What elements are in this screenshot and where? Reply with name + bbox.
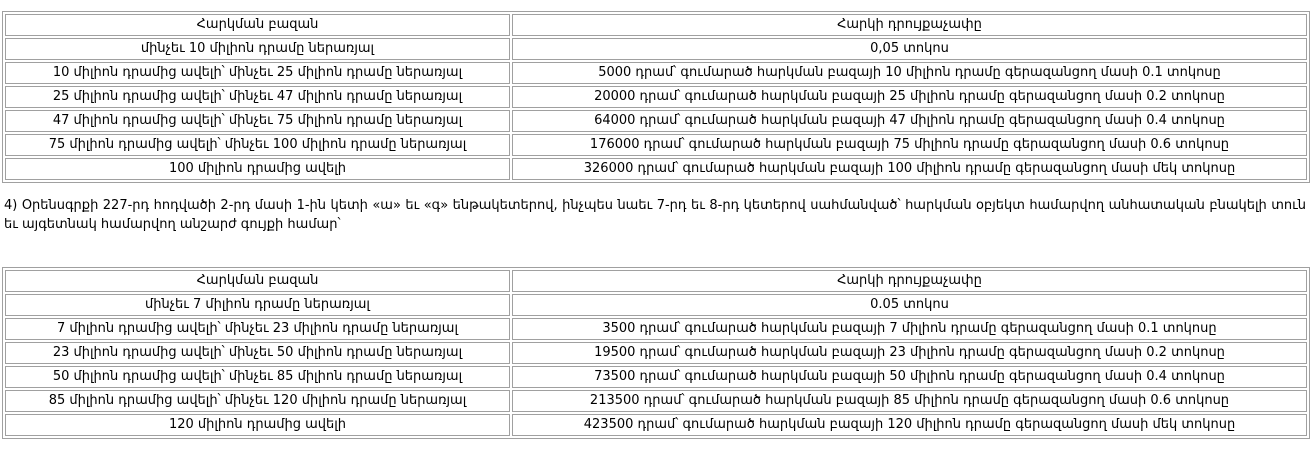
tax-base-cell: 47 միլիոն դրամից ավելի՝ մինչեւ 75 միլիոն դրամը ներառյալ (5, 110, 510, 132)
table-row (5, 414, 1307, 436)
tax-base-cell: մինչեւ 7 միլիոն դրամը ներառյալ (5, 294, 510, 316)
tax-base-cell: 120 միլիոն դրամից ավելի (5, 414, 510, 436)
tax-rate-cell: 73500 դրամ՝ գումարած հարկման բազայի 50 միլիոն դրամը գերազանցող մասի 0.4 տոկոսը (512, 366, 1307, 388)
header-tax-base: Հարկման բազան (5, 14, 510, 36)
tax-rate-table-1 (2, 11, 1310, 183)
tax-rate-cell: 423500 դրամ՝ գումարած հարկման բազայի 120 միլիոն դրամը գերազանցող մասի մեկ տոկոսը (512, 414, 1307, 436)
table-row (5, 158, 1307, 180)
tax-base-cell: 10 միլիոն դրամից ավելի՝ մինչեւ 25 միլիոն դրամը ներառյալ (5, 62, 510, 84)
table-row (5, 134, 1307, 156)
table-header-row (5, 270, 1307, 292)
table-header-row (5, 14, 1307, 36)
paragraph-4-note: 4) Օրենսգրքի 227-րդ հոդվածի 2-րդ մասի 1-ին կետի «ա» եւ «գ» ենթակետերով, ինչպես նաեւ 7-րդ եւ 8-րդ կետերով սահմանված՝ հարկման օբյեկտ համարվող անհատական բնակելի տուն եւ այգետնակ համարվող անշարժ գույքի համար՝ (4, 198, 1306, 232)
tax-rate-table-2 (2, 267, 1310, 439)
tax-rate-cell: 176000 դրամ՝ գումարած հարկման բազայի 75 միլիոն դրամը գերազանցող մասի 0.6 տոկոսը (512, 134, 1307, 156)
tax-rate-cell: 326000 դրամ՝ գումարած հարկման բազայի 100 միլիոն դրամը գերազանցող մասի մեկ տոկոսը (512, 158, 1307, 180)
tax-rate-cell: 64000 դրամ՝ գումարած հարկման բազայի 47 միլիոն դրամը գերազանցող մասի 0.4 տոկոսը (512, 110, 1307, 132)
tax-base-cell: 7 միլիոն դրամից ավելի՝ մինչեւ 23 միլիոն դրամը ներառյալ (5, 318, 510, 340)
table-row (5, 38, 1307, 60)
tax-rate-cell: 213500 դրամ՝ գումարած հարկման բազայի 85 միլիոն դրամը գերազանցող մասի 0.6 տոկոսը (512, 390, 1307, 412)
header-tax-rate: Հարկի դրույքաչափը (512, 14, 1307, 36)
tax-rate-cell: 19500 դրամ՝ գումարած հարկման բազայի 23 միլիոն դրամը գերազանցող մասի 0.2 տոկոսը (512, 342, 1307, 364)
tax-rate-cell: 5000 դրամ՝ գումարած հարկման բազայի 10 միլիոն դրամը գերազանցող մասի 0.1 տոկոսը (512, 62, 1307, 84)
table-row (5, 294, 1307, 316)
header-tax-rate: Հարկի դրույքաչափը (512, 270, 1307, 292)
header-tax-base: Հարկման բազան (5, 270, 510, 292)
table-row (5, 86, 1307, 108)
tax-base-cell: 85 միլիոն դրամից ավելի՝ մինչեւ 120 միլիոն դրամը ներառյալ (5, 390, 510, 412)
tax-rate-cell: 3500 դրամ՝ գումարած հարկման բազայի 7 միլիոն դրամը գերազանցող մասի 0.1 տոկոսը (512, 318, 1307, 340)
table-row (5, 318, 1307, 340)
tax-rate-cell: 0,05 տոկոս (512, 38, 1307, 60)
tax-base-cell: 75 միլիոն դրամից ավելի՝ մինչեւ 100 միլիոն դրամը ներառյալ (5, 134, 510, 156)
table-row (5, 366, 1307, 388)
table-row (5, 110, 1307, 132)
table-row (5, 390, 1307, 412)
tax-base-cell: 100 միլիոն դրամից ավելի (5, 158, 510, 180)
tax-base-cell: 23 միլիոն դրամից ավելի՝ մինչեւ 50 միլիոն դրամը ներառյալ (5, 342, 510, 364)
table-row (5, 62, 1307, 84)
tax-base-cell: 50 միլիոն դրամից ավելի՝ մինչեւ 85 միլիոն դրամը ներառյալ (5, 366, 510, 388)
table-row (5, 342, 1307, 364)
tax-rate-cell: 0.05 տոկոս (512, 294, 1307, 316)
tax-rate-cell: 20000 դրամ՝ գումարած հարկման բազայի 25 միլիոն դրամը գերազանցող մասի 0.2 տոկոսը (512, 86, 1307, 108)
tax-base-cell: մինչեւ 10 միլիոն դրամը ներառյալ (5, 38, 510, 60)
tax-base-cell: 25 միլիոն դրամից ավելի՝ մինչեւ 47 միլիոն դրամը ներառյալ (5, 86, 510, 108)
